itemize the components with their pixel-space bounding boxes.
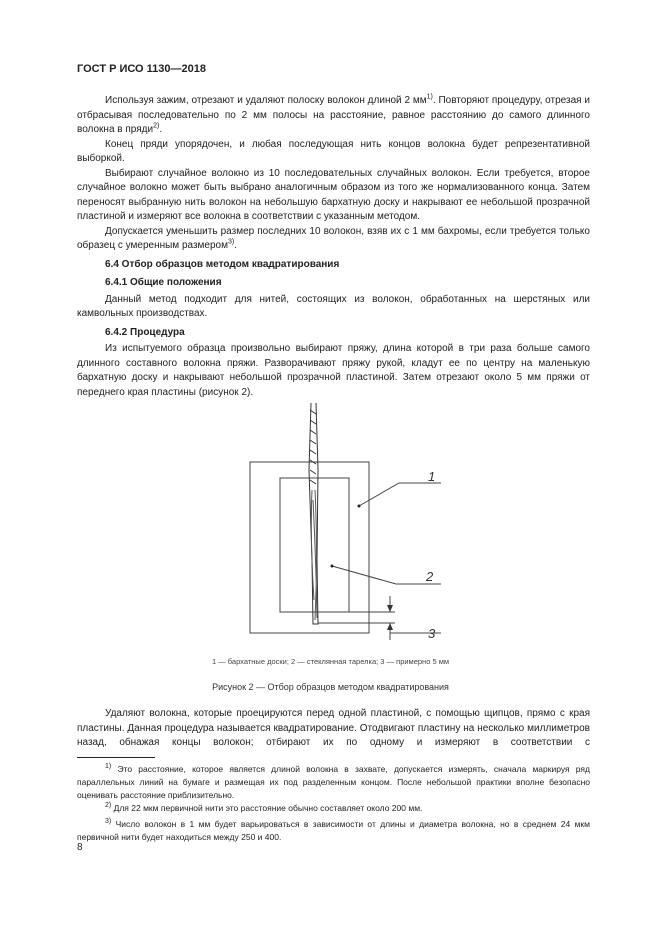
paragraph: Данный метод подходит для нитей, состоящих из волокон, обработанных на шерстяных или камвольных производствах. <box>77 293 590 319</box>
paragraph-text: Используя зажим, отрезают и удаляют полоску волокон длиной 2 мм <box>105 95 427 106</box>
leader-dot-1 <box>358 505 361 508</box>
section-heading-6-4-1: 6.4.1 Общие положения <box>105 277 222 288</box>
paragraph <box>77 225 590 254</box>
leader-dot-2 <box>331 565 334 568</box>
figure-label-2: 2 <box>426 569 434 584</box>
footnote-3 <box>77 818 590 844</box>
footnote-text: Число волокон в 1 мм будет варьироваться в зависимости от длины и диаметра волокна, но в среднем 24 мкм первичной нити будет находиться между 250 и 400. <box>77 819 590 842</box>
body-text-bottom <box>77 707 590 751</box>
figure-caption: Рисунок 2 — Отбор образцов методом квадратирования <box>212 682 449 692</box>
paragraph <box>77 94 590 138</box>
velvet-board <box>250 462 369 633</box>
body-text-top <box>77 94 590 400</box>
glass-plate <box>280 478 349 612</box>
dimension-line-3 <box>318 596 441 640</box>
footnote-2 <box>77 802 590 815</box>
paragraph-text: . <box>234 240 237 251</box>
yarn <box>309 403 318 624</box>
footnote-separator <box>77 757 155 758</box>
section-heading-6-4: 6.4 Отбор образцов методом квадратирования <box>105 258 340 270</box>
section-heading-6-4-2: 6.4.2 Процедура <box>105 326 185 338</box>
figure-legend: 1 — бархатные доски; 2 — стеклянная тарелка; 3 — примерно 5 мм <box>211 657 450 666</box>
footnote-ref: 2) <box>153 122 160 130</box>
footnote-1 <box>77 763 590 802</box>
paragraph: Из испытуемого образца произвольно выбирают пряжу, длина которой в три раза больше самого длинного составного волокна пряжи. Разворачивают пряжу рукой, кладут ее по центру на маленькую бархатную доску и накрывают небольшой прозрачной пластиной. Затем отрезают около 5 мм пряжи от переднего края пластины (рисунок 2). <box>77 343 590 398</box>
paragraph-text: Допускается уменьшить размер последних 10 волокон, взяв их с 1 мм бахромы, если требуется только образец с умеренным размером <box>77 225 590 251</box>
leader-line-2 <box>332 566 441 584</box>
document-header: ГОСТ Р ИСО 1130—2018 <box>77 63 207 75</box>
dimension-arrows <box>387 605 393 630</box>
footnote-text: Это расстояние, которое является длиной волокна в захвате, допускается измерять, сначала маркируя ряд параллельных линий на бумаге и размещая их под разделенным концом. После небольшой практики вполне безопасно оценивать расстояние приблизительно. <box>77 764 590 800</box>
paragraph: Удаляют волокна, которые проецируются перед одной пластиной, с помощью щипцов, прямо с края пластины. Данная процедура называется квадратирование. Отодвигают пластину на несколько миллиметров назад, обнажая концы волокон; отбирают их по одному и измеряют в соответствии с <box>77 708 590 748</box>
paragraph-text: . Повторяют процедуру, отрезая и отбрасывая последовательно по 2 мм полосы на расстояние, равное расстоянию до самого длинного волокна в пряди <box>77 95 590 135</box>
paragraph: Конец пряди упорядочен, и любая последующая нить концов волокна будет репрезентативной выборкой. <box>77 138 590 164</box>
footnote-mark: 2) <box>105 802 112 810</box>
figure-label-1: 1 <box>428 469 436 484</box>
footnote-mark: 1) <box>105 763 112 771</box>
footnote-mark: 3) <box>105 818 112 826</box>
footnote-text: Для 22 мкм первичной нити это расстояние обычно составляет около 200 мм. <box>111 803 423 813</box>
paragraph-text: . <box>159 124 163 135</box>
figure-label-3: 3 <box>428 626 436 641</box>
footnote-ref: 1) <box>426 93 433 101</box>
page-number: 8 <box>77 842 83 853</box>
footnote-ref: 3) <box>227 238 235 246</box>
paragraph: Выбирают случайное волокно из 10 последовательных случайных волокон. Если требуется, второе случайное волокно может быть выбрано аналогичным образом из того же нормализованного конца. Затем переносят выбранную нить волокон на небольшую бархатную доску и накрывают ее небольшой прозрачной пластиной и измеряют все волокна в соответствии с указанным методом. <box>77 167 590 222</box>
leader-line-1 <box>359 483 441 506</box>
